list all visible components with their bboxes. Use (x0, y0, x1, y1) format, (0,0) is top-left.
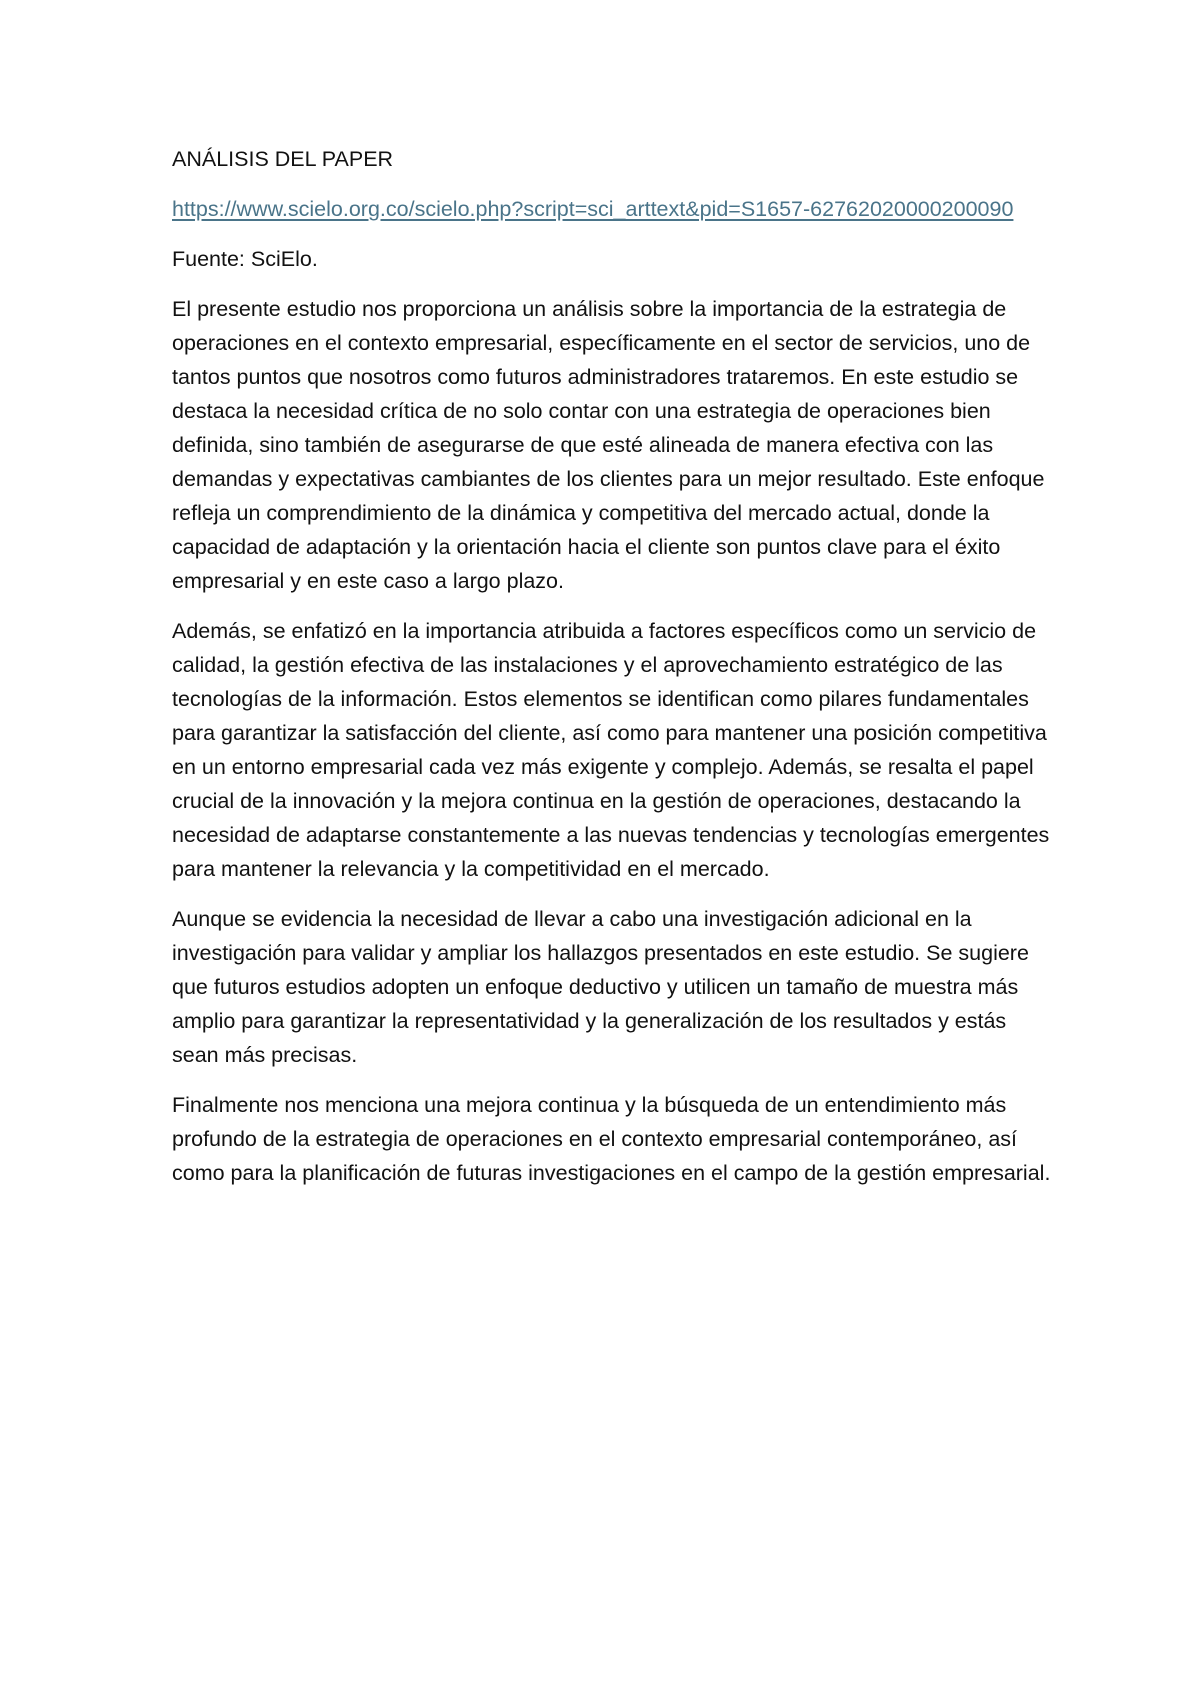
source-label: Fuente: SciElo. (172, 247, 318, 271)
paragraph-2: Además, se enfatizó en la importancia atribuida a factores específicos como un servicio de calidad, la gestión efectiva de las instalaciones y el aprovechamiento estratégico de las tecnologías de la información. Estos elementos se identifican como pilares fundamentales para garantizar la satisfacción del cliente, así como para mantener una posición competitiva en un entorno empresarial cada vez más exigente y complejo. Además, se resalta el papel crucial de la innovación y la mejora continua en la gestión de operaciones, destacando la necesidad de adaptarse constantemente a las nuevas tendencias y tecnologías emergentes para mantener la relevancia y la competitividad en el mercado. (172, 619, 1050, 881)
paragraph-3: Aunque se evidencia la necesidad de llevar a cabo una investigación adicional en la investigación para validar y ampliar los hallazgos presentados en este estudio. Se sugiere que futuros estudios adopten un enfoque deductivo y utilicen un tamaño de muestra más amplio para garantizar la representatividad y la generalización de los resultados y estás sean más precisas. (172, 907, 1029, 1067)
source-link-paragraph (172, 192, 1052, 226)
paragraph-4: Finalmente nos menciona una mejora continua y la búsqueda de un entendimiento más profundo de la estrategia de operaciones en el contexto empresarial contemporáneo, así como para la planificación de futuras investigaciones en el campo de la gestión empresarial. (172, 1093, 1051, 1185)
paragraph-1: El presente estudio nos proporciona un análisis sobre la importancia de la estrategia de operaciones en el contexto empresarial, específicamente en el sector de servicios, uno de tantos puntos que nosotros como futuros administradores trataremos. En este estudio se destaca la necesidad crítica de no solo contar con una estrategia de operaciones bien definida, sino también de asegurarse de que esté alineada de manera efectiva con las demandas y expectativas cambiantes de los clientes para un mejor resultado. Este enfoque refleja un comprendimiento de la dinámica y competitiva del mercado actual, donde la capacidad de adaptación y la orientación hacia el cliente son puntos clave para el éxito empresarial y en este caso a largo plazo. (172, 297, 1045, 593)
source-url-link[interactable]: https://www.scielo.org.co/scielo.php?script=sci_arttext&pid=S1657-62762020000200090 (172, 197, 1014, 221)
document-body (172, 142, 1052, 1206)
document-title: ANÁLISIS DEL PAPER (172, 147, 394, 171)
